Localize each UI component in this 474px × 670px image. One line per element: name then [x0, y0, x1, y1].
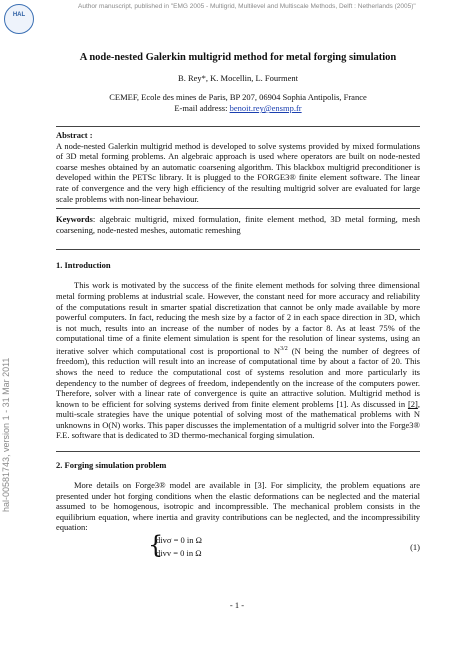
abstract-title: Abstract : [56, 130, 93, 140]
introduction-paragraph [56, 280, 420, 441]
intro-text-a: This work is motivated by the success of the finite element methods for solving three dimensional metal forming problems at industrial scale. However, the constant need for more accuracy and reliability of the computations result in smarter spatial discretization that cannot be only made available by more powerful computers. In fact, reducing the mesh size by a factor of 2 in each space direction in 3D, which is not much, results into an increase of the number of nodes by a factor 8. As at least 75% of the computational time of a finite element simulation is spent for the resolution of linear systems, using an iterative solver which computational cost is proportional to N [56, 280, 420, 356]
email-link[interactable]: benoit.rey@ensmp.fr [229, 103, 302, 113]
paper-title: A node-nested Galerkin multigrid method for metal forging simulation [79, 52, 397, 63]
hal-logo-text: HAL [12, 12, 26, 18]
reference-link-2[interactable]: [2] [407, 398, 418, 409]
section-divider-2 [56, 451, 420, 452]
section-divider [56, 249, 420, 250]
keywords-text: : algebraic multigrid, mixed formulation, finite element method, 3D metal forming, mesh coarsening, node-nested meshes, automatic remeshing [56, 214, 420, 235]
intro-text-b: (N being the number of degrees of freedom), this reduction will result into an increase of computational time by about a factor of 20. This shows the need to reduce the computational cost of systems resolution and more particularly its dependency to the number of degrees of freedom, independently on the increase of the computers power. Therefore, solver with a linear rate of convergence is quite an attractive solution. Multigrid method is known to be efficient for solving systems derived from finite element problems [1]. As discussed in [56, 345, 420, 409]
abstract-text: A node-nested Galerkin multigrid method is developed to solve systems provided by mixed formulations of 3D metal forming problems. An algebraic approach is used where operators are built on node-nested coarse meshes obtained by an automatic coarsening algorithm. This blackbox multigrid preconditioner is developed within the PETSc library. It is plugged to the FORGE3® finite element software. The linear rate of convergence and the very high efficiency of the resulting multigrid solver are evaluated for large scale problems with non-linear behaviour. [56, 140, 420, 204]
equation-brace: { [148, 531, 164, 560]
keywords-label: Keywords [56, 214, 93, 225]
section-heading-introduction: 1. Introduction [56, 260, 111, 271]
email-label: E-mail address: [174, 103, 228, 113]
forging-paragraph: More details on Forge3® model are available in [3]. For simplicity, the problem equations are presented under hot forging conditions when the elastic deformations can be neglected and the material assumed to be homogenous, isotropic and incompressible. The mechanical problem consists in the equilibrium equation, where inertia and gravity contributions can be neglected, and the incompressibility equation: [56, 480, 420, 533]
intro-text-c: , multi-scale strategies have the unique potential of solving most of the mathematical problems with N unknowns in O(N) works. This paper discusses the implementation of a multigrid solver into the Forge3® F.E. software that is dedicated to 3D thermo-mechanical forging simulation. [56, 398, 420, 441]
author-list: B. Rey*, K. Mocellin, L. Fourment [178, 73, 298, 83]
intro-superscript: 3/2 [280, 345, 288, 352]
email-line [56, 103, 420, 114]
equation-line-1: divσ = 0 in Ω [156, 535, 202, 546]
hal-logo [4, 4, 34, 34]
page-number: - 1 - [229, 600, 245, 610]
keywords [56, 214, 420, 235]
paper-body [56, 52, 420, 559]
equation-number: (1) [410, 542, 420, 553]
affiliation-block [56, 92, 420, 114]
equation-1 [56, 531, 420, 560]
section-heading-forging: 2. Forging simulation problem [56, 460, 167, 471]
hal-identifier-margin: hal-00581743, version 1 - 31 Mar 2011 [1, 357, 11, 513]
affiliation: CEMEF, Ecole des mines de Paris, BP 207, 06904 Sophia Antipolis, France [109, 92, 367, 102]
equation-line-2: divv = 0 in Ω [156, 548, 202, 559]
abstract-box [56, 126, 420, 209]
manuscript-header-note: Author manuscript, published in "EMG 2005 - Multigrid, Multilevel and Multiscale Methods, Delft : Netherlands (2005)" [78, 3, 416, 10]
